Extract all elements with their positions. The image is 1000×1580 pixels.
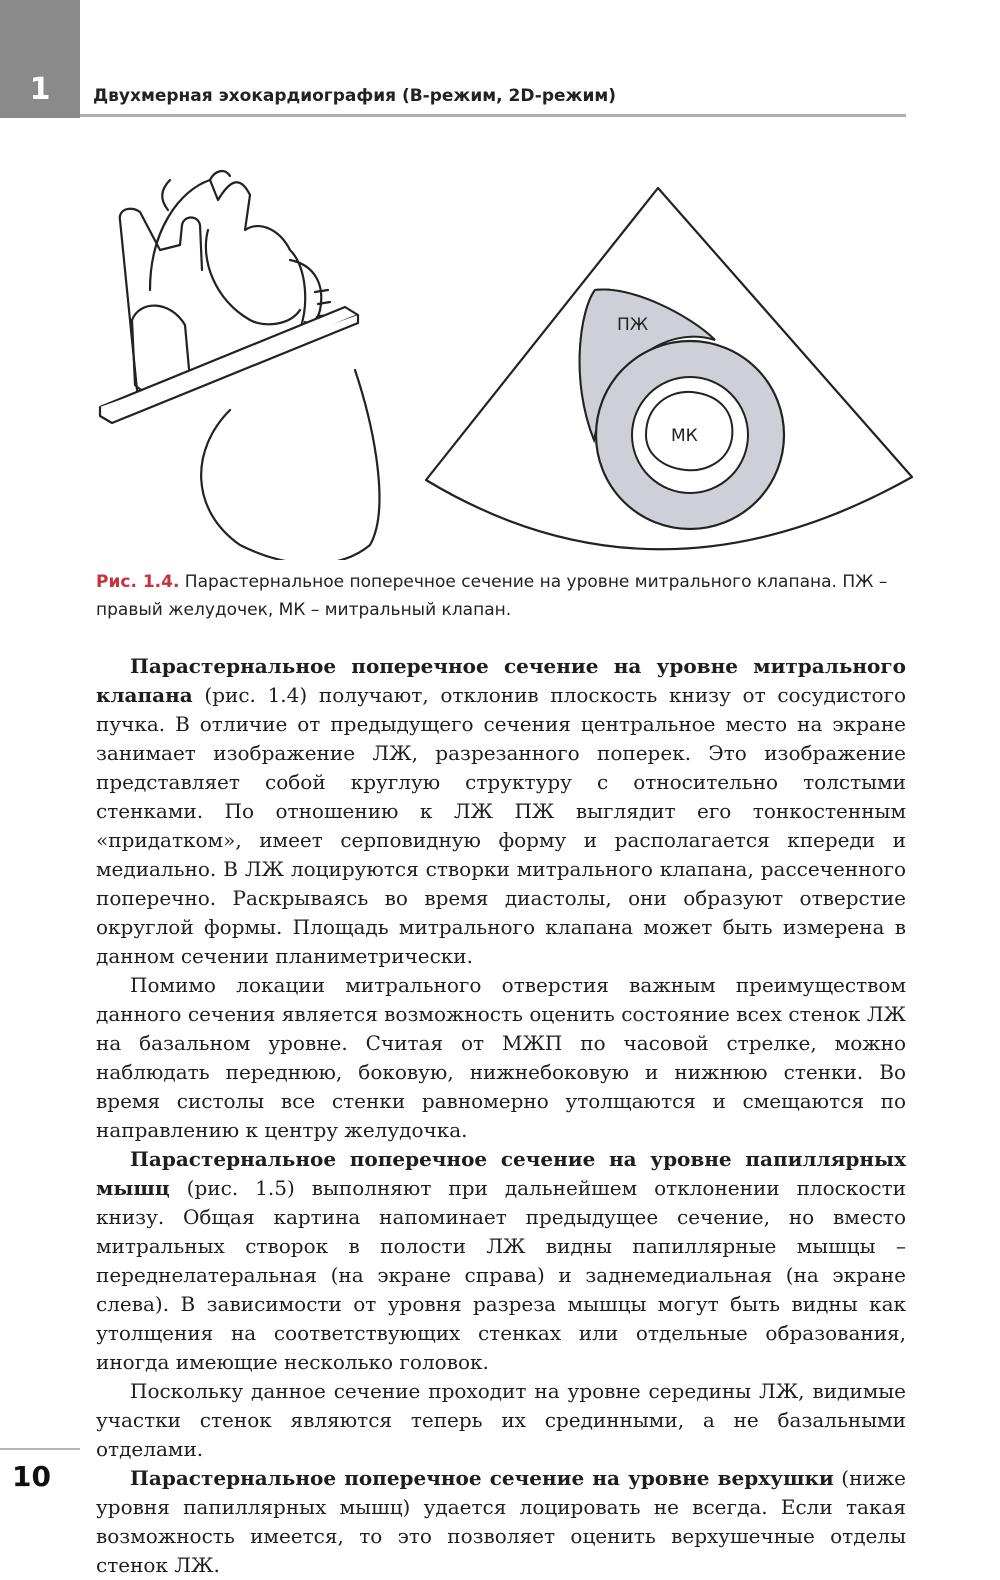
heart-ventricle-outline [201, 370, 379, 560]
figure-caption-text: Парастернальное поперечное сечение на уровне митрального клапана. ПЖ – правый желудочек, МК – митральный клапан. [96, 572, 888, 620]
paragraph-mitral-level [96, 652, 906, 971]
chapter-number: 1 [29, 72, 51, 107]
paragraph-text: Помимо локации митрального отверстия важным преимуществом данного сечения является возможность оценить состояние всех стенок ЛЖ на базальном уровне. Считая от МЖП по часовой стрелке, можно наблюдать переднюю, боковую, нижнебоковую и нижнюю стенки. Во время систолы все стенки равномерно утолщаются и смещаются по направлению к центру желудочка. [96, 973, 906, 1142]
paragraph-heading: Парастернальное поперечное сечение на уровне митрального клапана [96, 654, 906, 707]
paragraph-mid-level [96, 1377, 906, 1464]
footer-divider [0, 1448, 80, 1450]
label-rv: ПЖ [617, 315, 649, 335]
heart-vessel-branch [162, 171, 230, 210]
page-number: 10 [12, 1460, 51, 1493]
heart-small-vessels [315, 290, 332, 316]
heart-aortic-arch [150, 180, 305, 330]
paragraph-text: (рис. 1.4) получают, отклонив плоскость книзу от сосудистого пучка. В отличие от предыдущего сечения центральное место на экране занимает изображение ЛЖ, разрезанного поперек. Это изображение представляет собой круглую структуру с относительно толстыми стенками. По отношению к ЛЖ ПЖ выглядит его тонкостенным «придатком», имеет серповидную форму и располагается кпереди и медиально. В ЛЖ лоцируются створки митрального клапана, рассеченного поперечно. Раскрываясь во время диастолы, они образуют отверстие округлой формы. Площадь митрального клапана может быть измерена в данном сечении планиметрически. [96, 683, 906, 968]
header-divider [80, 114, 906, 117]
paragraph-papillary-level [96, 1145, 906, 1377]
chapter-tab [0, 0, 80, 118]
running-title: Двухмерная эхокардиография (В-режим, 2D-режим) [93, 86, 617, 106]
cutting-plane [100, 307, 358, 423]
echo-sector-diagram [426, 188, 912, 549]
label-mv: МК [671, 426, 698, 446]
paragraph-text: (ниже уровня папиллярных мышц) удается лоцировать не всегда. Если такая возможность имеется, то это позволяет оценить верхушечные отделы стенок ЛЖ. [96, 1466, 906, 1577]
paragraph-text: Поскольку данное сечение проходит на уровне середины ЛЖ, видимые участки стенок являются теперь их срединными, а не базальными отделами. [96, 1379, 906, 1461]
paragraph-walls [96, 971, 906, 1145]
figure-1-4 [90, 150, 920, 560]
paragraph-text: (рис. 1.5) выполняют при дальнейшем отклонении плоскости книзу. Общая картина напоминает предыдущее сечение, но вместо митральных створок в полости ЛЖ видны папиллярные мышцы – переднелатеральная (на экране справа) и заднемедиальная (на экране слева). В зависимости от уровня разреза мышцы могут быть видны как утолщения на соответствующих стенках или отдельные образования, иногда имеющие несколько головок. [96, 1176, 906, 1374]
body-text [96, 652, 906, 1580]
figure-caption [96, 568, 916, 624]
paragraph-heading: Парастернальное поперечное сечение на уровне верхушки [130, 1466, 834, 1490]
paragraph-heading: Парастернальное поперечное сечение на уровне папиллярных мышц [96, 1147, 906, 1200]
figure-label: Рис. 1.4. [96, 572, 180, 592]
paragraph-apex-level [96, 1464, 906, 1580]
